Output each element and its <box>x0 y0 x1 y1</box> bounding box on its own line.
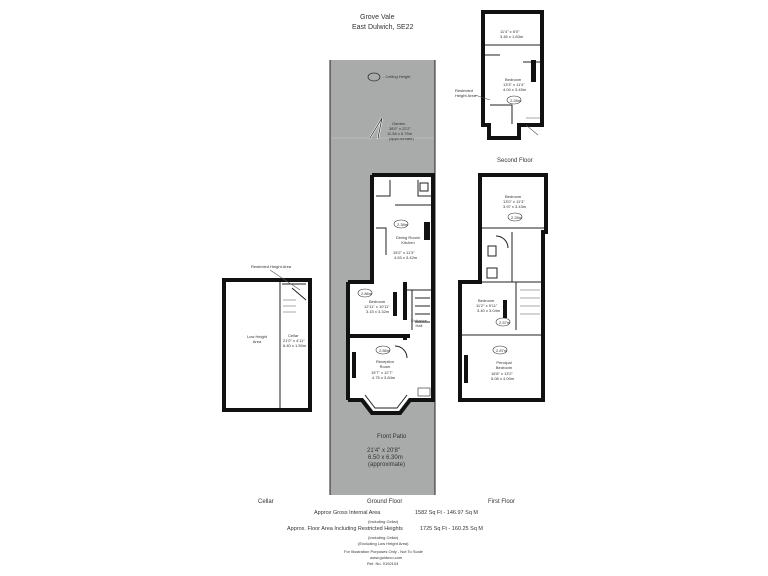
second-restricted-2: Height Area <box>455 93 476 98</box>
garden-name: Garden <box>392 121 406 126</box>
garden-dims: 38'0" x 22'2" <box>389 126 411 131</box>
restricted-area-label: Approx. Floor Area Including Restricted Heights <box>287 526 403 532</box>
first-floor-caption: First Floor <box>488 499 515 505</box>
reception-height: 2.86m <box>379 348 391 353</box>
cellar-restricted-label: Restricted Height Area <box>251 264 292 269</box>
gross-area-label: Approx Gross Internal Area <box>314 510 381 516</box>
cellar-room-dims: 21'0" x 4'11" <box>283 338 305 343</box>
ground-bedroom-dims: 12'11" x 10'11" <box>364 304 390 309</box>
principal-bedroom-dims: 16'8" x 13'2" <box>491 371 513 376</box>
reception-name: Reception Room <box>375 359 394 369</box>
reference-number: Ref. No. 0192104 <box>367 561 399 566</box>
second-bedroom-dims: 13'3" x 11'4" <box>503 82 525 87</box>
second-bedroom-metric: 4.04 x 3.45m <box>503 87 527 92</box>
first-mid-bedroom-height: 2.57m <box>499 320 511 325</box>
gross-area-value: 1582 Sq Ft - 146.97 Sq M <box>415 510 478 516</box>
front-patio-metric: 6.50 x 6.30m <box>368 455 403 461</box>
principal-bedroom-name: Principal Bedroom <box>495 360 513 370</box>
first-back-bedroom-metric: 3.97 x 3.43m <box>503 204 527 209</box>
dining-kitchen-height: 2.38m <box>397 222 409 227</box>
ground-floor-plan <box>330 60 435 495</box>
ground-floor-caption: Ground Floor <box>367 499 403 505</box>
restricted-area-note2: (Excluding Low Height Area) <box>358 541 409 546</box>
ceiling-height-legend: - Ceiling Height <box>383 74 411 79</box>
disclaimer: For Illustration Purposes Only - Not To Scale <box>344 549 423 554</box>
dining-kitchen-dims: 15'2" x 11'3" <box>393 250 415 255</box>
cellar-room-metric: 6.40 x 1.50m <box>283 343 307 348</box>
first-back-bedroom-name: Bedroom <box>505 194 522 199</box>
dining-kitchen-metric: 4.63 x 3.42m <box>394 255 418 260</box>
cellar-room-name: Cellar <box>288 333 299 338</box>
garden-note: (approximate) <box>389 136 414 141</box>
ground-bedroom-height: 2.86m <box>361 291 373 296</box>
restricted-area-value: 1725 Sq Ft - 160.25 Sq M <box>420 526 483 532</box>
front-patio-note: (approximate) <box>368 462 406 468</box>
ground-bedroom-metric: 3.15 x 3.32m <box>366 309 390 314</box>
second-bedroom-height: 2.28m <box>510 98 522 103</box>
address-line2: East Dulwich, SE22 <box>352 24 414 31</box>
second-floor-caption: Second Floor <box>497 158 533 164</box>
reception-dims: 15'7" x 12'7" <box>371 370 393 375</box>
first-mid-bedroom-metric: 3.40 x 3.04m <box>477 308 501 313</box>
first-mid-bedroom-name: Bedroom <box>478 298 495 303</box>
second-small-metric: 3.46 x 1.83m <box>500 34 524 39</box>
first-mid-bedroom-dims: 11'2" x 9'11" <box>476 303 498 308</box>
website: www.goldeco.com <box>370 555 403 560</box>
second-restricted-1: Restricted <box>455 88 474 93</box>
restricted-area-note1: (Including Cellar) <box>368 535 399 540</box>
front-patio-name: Front Patio <box>377 434 407 440</box>
principal-bedroom-height: 2.87m <box>496 348 508 353</box>
first-back-bedroom-height: 2.28m <box>511 215 523 220</box>
gross-area-note: (Including Cellar) <box>368 519 399 524</box>
garden-metric: 11.58 x 6.75m <box>387 131 413 136</box>
front-patio-dims: 21'4" x 20'8" <box>367 448 400 454</box>
ground-bedroom-name: Bedroom <box>369 299 386 304</box>
cellar-caption: Cellar <box>258 499 274 505</box>
principal-bedroom-metric: 5.08 x 4.00m <box>491 376 515 381</box>
second-bedroom-name: Bedroom <box>505 77 522 82</box>
first-back-bedroom-dims: 13'0" x 11'3" <box>503 199 525 204</box>
address-line1: Grove Vale <box>360 14 395 21</box>
reception-metric: 4.75 x 3.84m <box>372 375 396 380</box>
entrance-hall-label: Entrance Hall <box>410 318 427 328</box>
low-height-area-label: Low Height Area <box>247 334 268 344</box>
dining-kitchen-name: Dining Room/ Kitchen <box>395 235 421 245</box>
second-small-dims: 11'4" x 6'0" <box>500 29 520 34</box>
